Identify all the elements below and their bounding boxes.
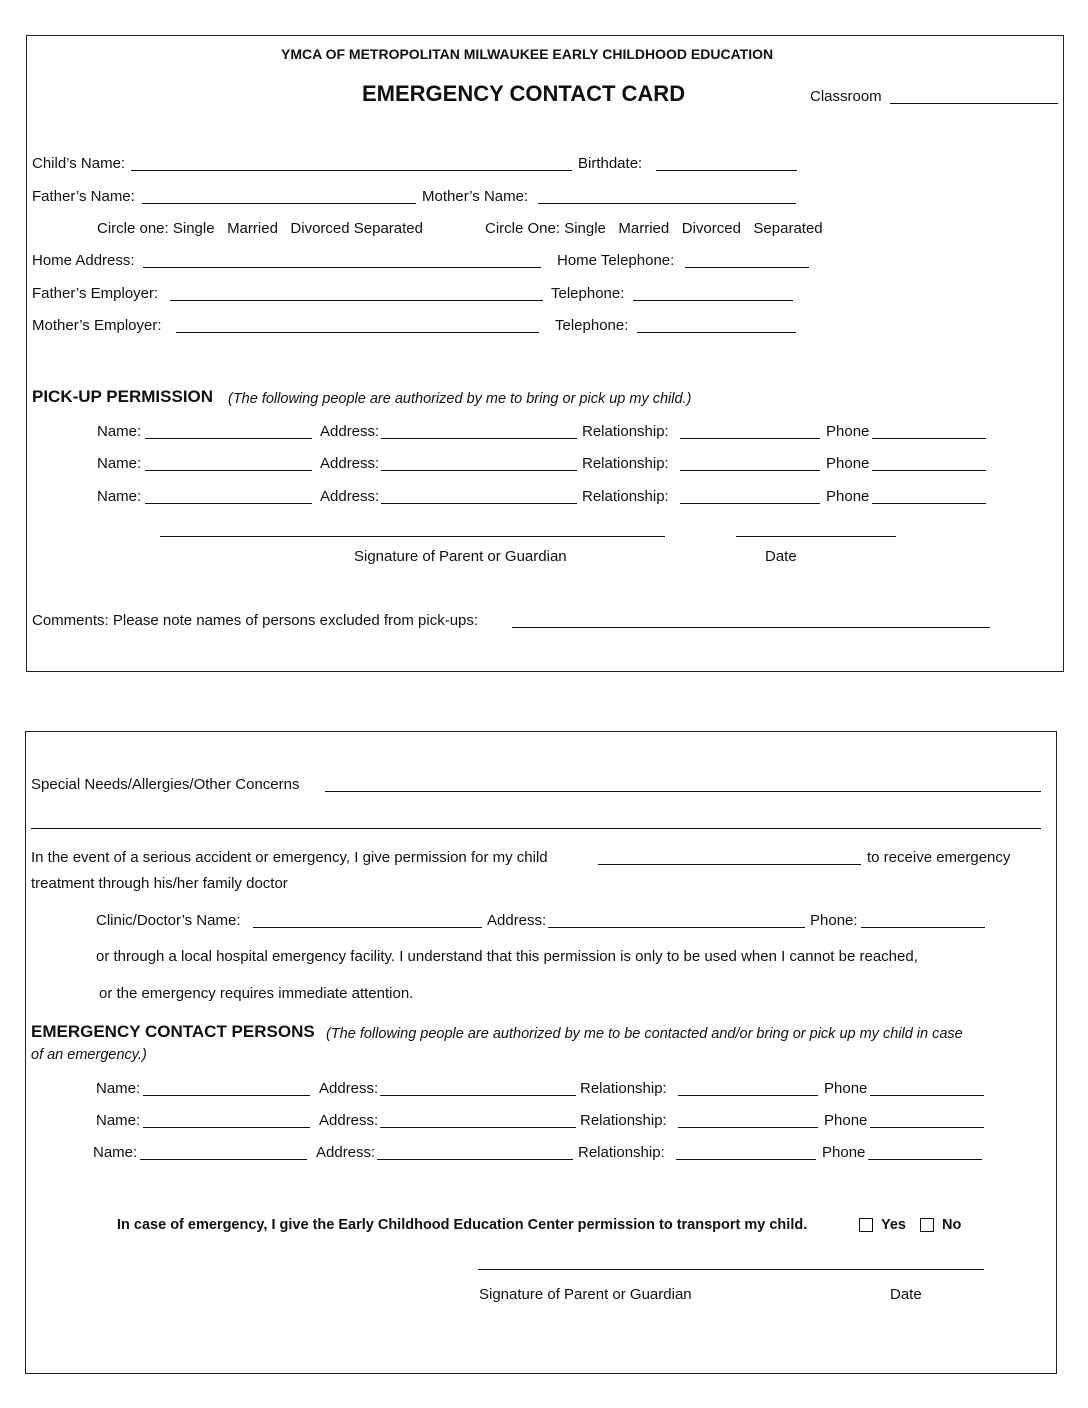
pickup-name-field[interactable] <box>145 470 312 471</box>
child-name-field[interactable] <box>131 170 572 171</box>
emergency-name-field[interactable] <box>143 1095 310 1096</box>
transport-no-label: No <box>942 1217 962 1233</box>
pickup-name-field[interactable] <box>145 503 312 504</box>
emergency-relationship-field[interactable] <box>678 1127 818 1128</box>
emergency-phone-field[interactable] <box>870 1127 984 1128</box>
clinic-name-label: Clinic/Doctor’s Name: <box>96 912 241 929</box>
emergency-address-label: Address: <box>319 1080 379 1097</box>
emergency-phone-label: Phone <box>824 1080 868 1097</box>
pickup-relationship-label: Relationship: <box>582 488 669 505</box>
pickup-note: (The following people are authorized by me to bring or pick up my child.) <box>228 391 692 407</box>
transport-yes-label: Yes <box>881 1217 906 1233</box>
father-telephone-field[interactable] <box>633 300 793 301</box>
pickup-address-label: Address: <box>320 423 380 440</box>
special-needs-field[interactable] <box>325 791 1041 792</box>
father-name-field[interactable] <box>142 203 416 204</box>
pickup-relationship-field[interactable] <box>680 503 820 504</box>
mother-telephone-field[interactable] <box>637 332 796 333</box>
clinic-address-field[interactable] <box>548 927 805 928</box>
emergency-address-field[interactable] <box>380 1127 576 1128</box>
emergency-contacts-heading: EMERGENCY CONTACT PERSONS <box>31 1022 315 1041</box>
comments-label: Comments: Please note names of persons excluded from pick-ups: <box>32 612 479 629</box>
org-header: YMCA OF METROPOLITAN MILWAUKEE EARLY CHILDHOOD EDUCATION <box>281 46 774 62</box>
card-title: EMERGENCY CONTACT CARD <box>362 81 686 106</box>
signature-date-field[interactable] <box>736 536 896 537</box>
emergency-contact-card-front <box>26 35 1064 672</box>
transport-yes-checkbox[interactable] <box>859 1218 873 1232</box>
child-name-permission-field[interactable] <box>598 864 861 865</box>
pickup-phone-label: Phone <box>826 455 870 472</box>
emergency-relationship-label: Relationship: <box>580 1080 667 1097</box>
transport-no-checkbox[interactable] <box>920 1218 934 1232</box>
mother-telephone-label: Telephone: <box>555 317 629 334</box>
home-address-label: Home Address: <box>32 252 135 269</box>
pickup-phone-field[interactable] <box>872 503 986 504</box>
clinic-name-field[interactable] <box>253 927 482 928</box>
pickup-address-field[interactable] <box>381 438 577 439</box>
emergency-relationship-label: Relationship: <box>580 1112 667 1129</box>
emergency-address-field[interactable] <box>377 1159 573 1160</box>
emergency-contacts-note-line2: of an emergency.) <box>31 1047 147 1063</box>
pickup-phone-label: Phone <box>826 423 870 440</box>
emergency-relationship-field[interactable] <box>676 1159 816 1160</box>
emergency-phone-label: Phone <box>824 1112 868 1129</box>
clinic-phone-label: Phone: <box>810 912 858 929</box>
emergency-address-field[interactable] <box>380 1095 576 1096</box>
pickup-name-label: Name: <box>97 488 142 505</box>
emergency-phone-field[interactable] <box>870 1095 984 1096</box>
emergency-name-label: Name: <box>96 1080 141 1097</box>
emergency-contacts-note: (The following people are authorized by me to be contacted and/or bring or pick up my child in case <box>326 1026 963 1042</box>
home-address-field[interactable] <box>143 267 541 268</box>
classroom-field[interactable] <box>890 103 1058 104</box>
clinic-address-label: Address: <box>487 912 547 929</box>
birthdate-field[interactable] <box>656 170 797 171</box>
pickup-address-label: Address: <box>320 488 380 505</box>
pickup-heading: PICK-UP PERMISSION <box>32 387 214 406</box>
father-telephone-label: Telephone: <box>551 285 625 302</box>
pickup-name-field[interactable] <box>145 438 312 439</box>
pickup-phone-field[interactable] <box>872 438 986 439</box>
emergency-relationship-label: Relationship: <box>578 1144 665 1161</box>
emergency-phone-field[interactable] <box>868 1159 982 1160</box>
mother-name-label: Mother’s Name: <box>422 188 529 205</box>
pickup-relationship-label: Relationship: <box>582 423 669 440</box>
emergency-name-label: Name: <box>96 1112 141 1129</box>
parent-signature-field-2[interactable] <box>478 1269 984 1270</box>
special-needs-label: Special Needs/Allergies/Other Concerns <box>31 776 300 793</box>
pickup-address-field[interactable] <box>381 503 577 504</box>
emergency-address-label: Address: <box>319 1112 379 1129</box>
permission-text: In the event of a serious accident or emergency, I give permission for my child <box>31 849 548 866</box>
special-needs-field-continued[interactable] <box>31 828 1041 829</box>
date-label-2: Date <box>890 1286 922 1303</box>
father-employer-label: Father’s Employer: <box>32 285 159 302</box>
date-label: Date <box>765 548 797 565</box>
pickup-address-label: Address: <box>320 455 380 472</box>
classroom-label: Classroom <box>810 88 882 105</box>
pickup-address-field[interactable] <box>381 470 577 471</box>
father-name-label: Father’s Name: <box>32 188 135 205</box>
permission-text-end: to receive emergency <box>867 849 1011 866</box>
mother-name-field[interactable] <box>538 203 796 204</box>
pickup-name-label: Name: <box>97 423 142 440</box>
hospital-text: or through a local hospital emergency facility. I understand that this permission is only to be used when I cannot be reached, <box>96 948 918 965</box>
permission-text-line2: treatment through his/her family doctor <box>31 875 288 892</box>
birthdate-label: Birthdate: <box>578 155 643 172</box>
pickup-name-label: Name: <box>97 455 142 472</box>
clinic-phone-field[interactable] <box>861 927 985 928</box>
home-telephone-field[interactable] <box>685 267 809 268</box>
emergency-relationship-field[interactable] <box>678 1095 818 1096</box>
pickup-relationship-label: Relationship: <box>582 455 669 472</box>
pickup-relationship-field[interactable] <box>680 470 820 471</box>
emergency-name-field[interactable] <box>143 1127 310 1128</box>
emergency-name-label: Name: <box>93 1144 138 1161</box>
mother-employer-field[interactable] <box>176 332 539 333</box>
emergency-phone-label: Phone <box>822 1144 866 1161</box>
emergency-address-label: Address: <box>316 1144 376 1161</box>
child-name-label: Child’s Name: <box>32 155 126 172</box>
mother-employer-label: Mother’s Employer: <box>32 317 162 334</box>
father-marital-status[interactable]: Circle one: Single Married Divorced Separated <box>97 220 423 237</box>
home-telephone-label: Home Telephone: <box>557 252 675 269</box>
emergency-name-field[interactable] <box>140 1159 307 1160</box>
mother-marital-status[interactable]: Circle One: Single Married Divorced Separated <box>485 220 823 237</box>
pickup-phone-label: Phone <box>826 488 870 505</box>
signature-label-2: Signature of Parent or Guardian <box>479 1286 692 1303</box>
pickup-phone-field[interactable] <box>872 470 986 471</box>
comments-field[interactable] <box>512 627 990 628</box>
father-employer-field[interactable] <box>170 300 543 301</box>
pickup-relationship-field[interactable] <box>680 438 820 439</box>
transport-permission-text: In case of emergency, I give the Early Childhood Education Center permission to transport my child. <box>117 1217 808 1233</box>
hospital-text-line2: or the emergency requires immediate attention. <box>99 985 414 1002</box>
parent-signature-field[interactable] <box>160 536 665 537</box>
signature-label: Signature of Parent or Guardian <box>354 548 567 565</box>
